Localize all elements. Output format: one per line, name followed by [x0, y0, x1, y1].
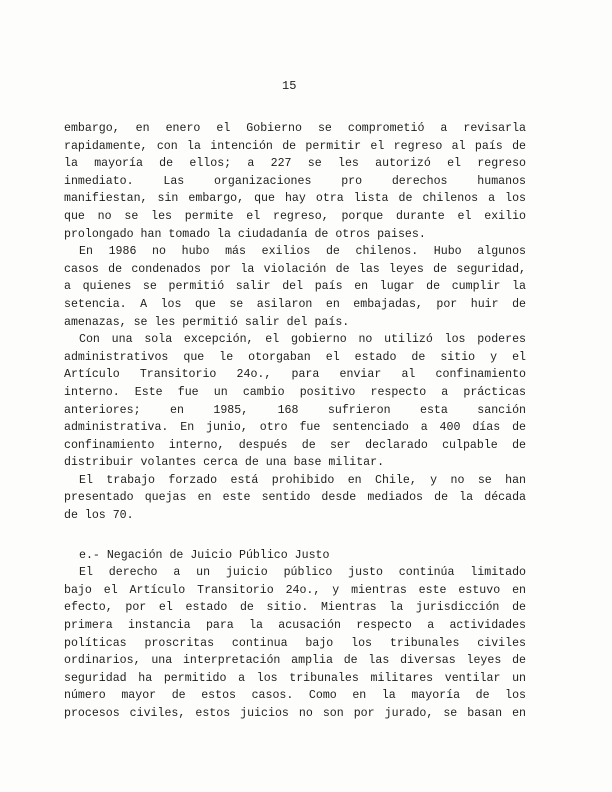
text-line: setencia. A los que se asilaron en embajadas, por huir de: [64, 297, 526, 311]
text-line: ordinarios, una interpretación amplia de las diversas leyes de: [64, 654, 526, 668]
paragraph-internal-confinement: [64, 331, 526, 472]
text-line: Artículo Transitorio 24o., para enviar al confinamiento: [64, 368, 526, 382]
text-line: confinamiento interno, después de ser declarado culpable de: [64, 438, 526, 452]
paragraph-exiles-1986: [64, 243, 526, 331]
section-heading: e.- Negación de Juicio Público Justo: [79, 548, 330, 562]
page-number: 15: [282, 79, 297, 93]
text-line: seguridad ha permitido a los tribunales militares ventilar un: [64, 671, 526, 685]
paragraph-exile-return: [64, 120, 526, 243]
text-line: En 1986 no hubo más exilios de chilenos. Hubo algunos: [79, 245, 526, 259]
text-line: El trabajo forzado está prohibido en Chile, y no se han: [79, 473, 526, 487]
text-line: distribuir volantes cerca de una base militar.: [64, 456, 385, 470]
text-line: número mayor de estos casos. Como en la mayoría de los: [64, 689, 526, 703]
text-line: administrativa. En junio, otro fue sentenciado a 400 días de: [64, 421, 526, 435]
body-text: [64, 120, 526, 723]
text-line: de los 70.: [64, 509, 134, 523]
text-line: rapidamente, con la intención de permitir el regreso al país de: [64, 139, 526, 153]
text-line: políticas proscritas continua bajo los tribunales civiles: [64, 636, 526, 650]
text-line: efecto, por el estado de sitio. Mientras la jurisdicción de: [64, 601, 526, 615]
text-line: prolongado han tomado la ciudadanía de otros paises.: [64, 227, 426, 241]
paragraph-forced-labor: [64, 472, 526, 525]
text-line: interno. Este fue un cambio positivo respecto a prácticas: [64, 385, 526, 399]
text-line: anteriores; en 1985, 168 sufrieron esta sanción: [64, 403, 526, 417]
text-line: a quienes se permitió salir del país en lugar de cumplir la: [64, 280, 526, 294]
text-line: inmediato. Las organizaciones pro derechos humanos: [64, 174, 526, 188]
text-line: casos de condenados por la violación de las leyes de seguridad,: [64, 262, 526, 276]
text-line: la mayoría de ellos; a 227 se les autorizó el regreso: [64, 157, 526, 171]
text-line: administrativos que le otorgaban el estado de sitio y el: [64, 350, 526, 364]
text-line: Con una sola excepción, el gobierno no utilizó los poderes: [79, 333, 526, 347]
text-line: manifiestan, sin embargo, que hay otra lista de chilenos a los: [64, 192, 526, 206]
text-line: presentado quejas en este sentido desde mediados de la década: [64, 491, 526, 505]
text-line: que no se les permite el regreso, porque durante el exilio: [64, 209, 526, 223]
text-line: bajo el Artículo Transitorio 24o., y mientras este estuvo en: [64, 583, 526, 597]
paragraph-fair-trial: [64, 564, 526, 722]
text-line: amenazas, se les permitió salir del país.: [64, 315, 350, 329]
text-line: primera instancia para la acusación respecto a actividades: [64, 619, 526, 633]
text-line: El derecho a un juicio público justo continúa limitado: [79, 566, 526, 580]
text-line: embargo, en enero el Gobierno se comprometió a revisarla: [64, 122, 526, 135]
text-line: procesos civiles, estos juicios no son por jurado, se basan en: [64, 707, 526, 720]
